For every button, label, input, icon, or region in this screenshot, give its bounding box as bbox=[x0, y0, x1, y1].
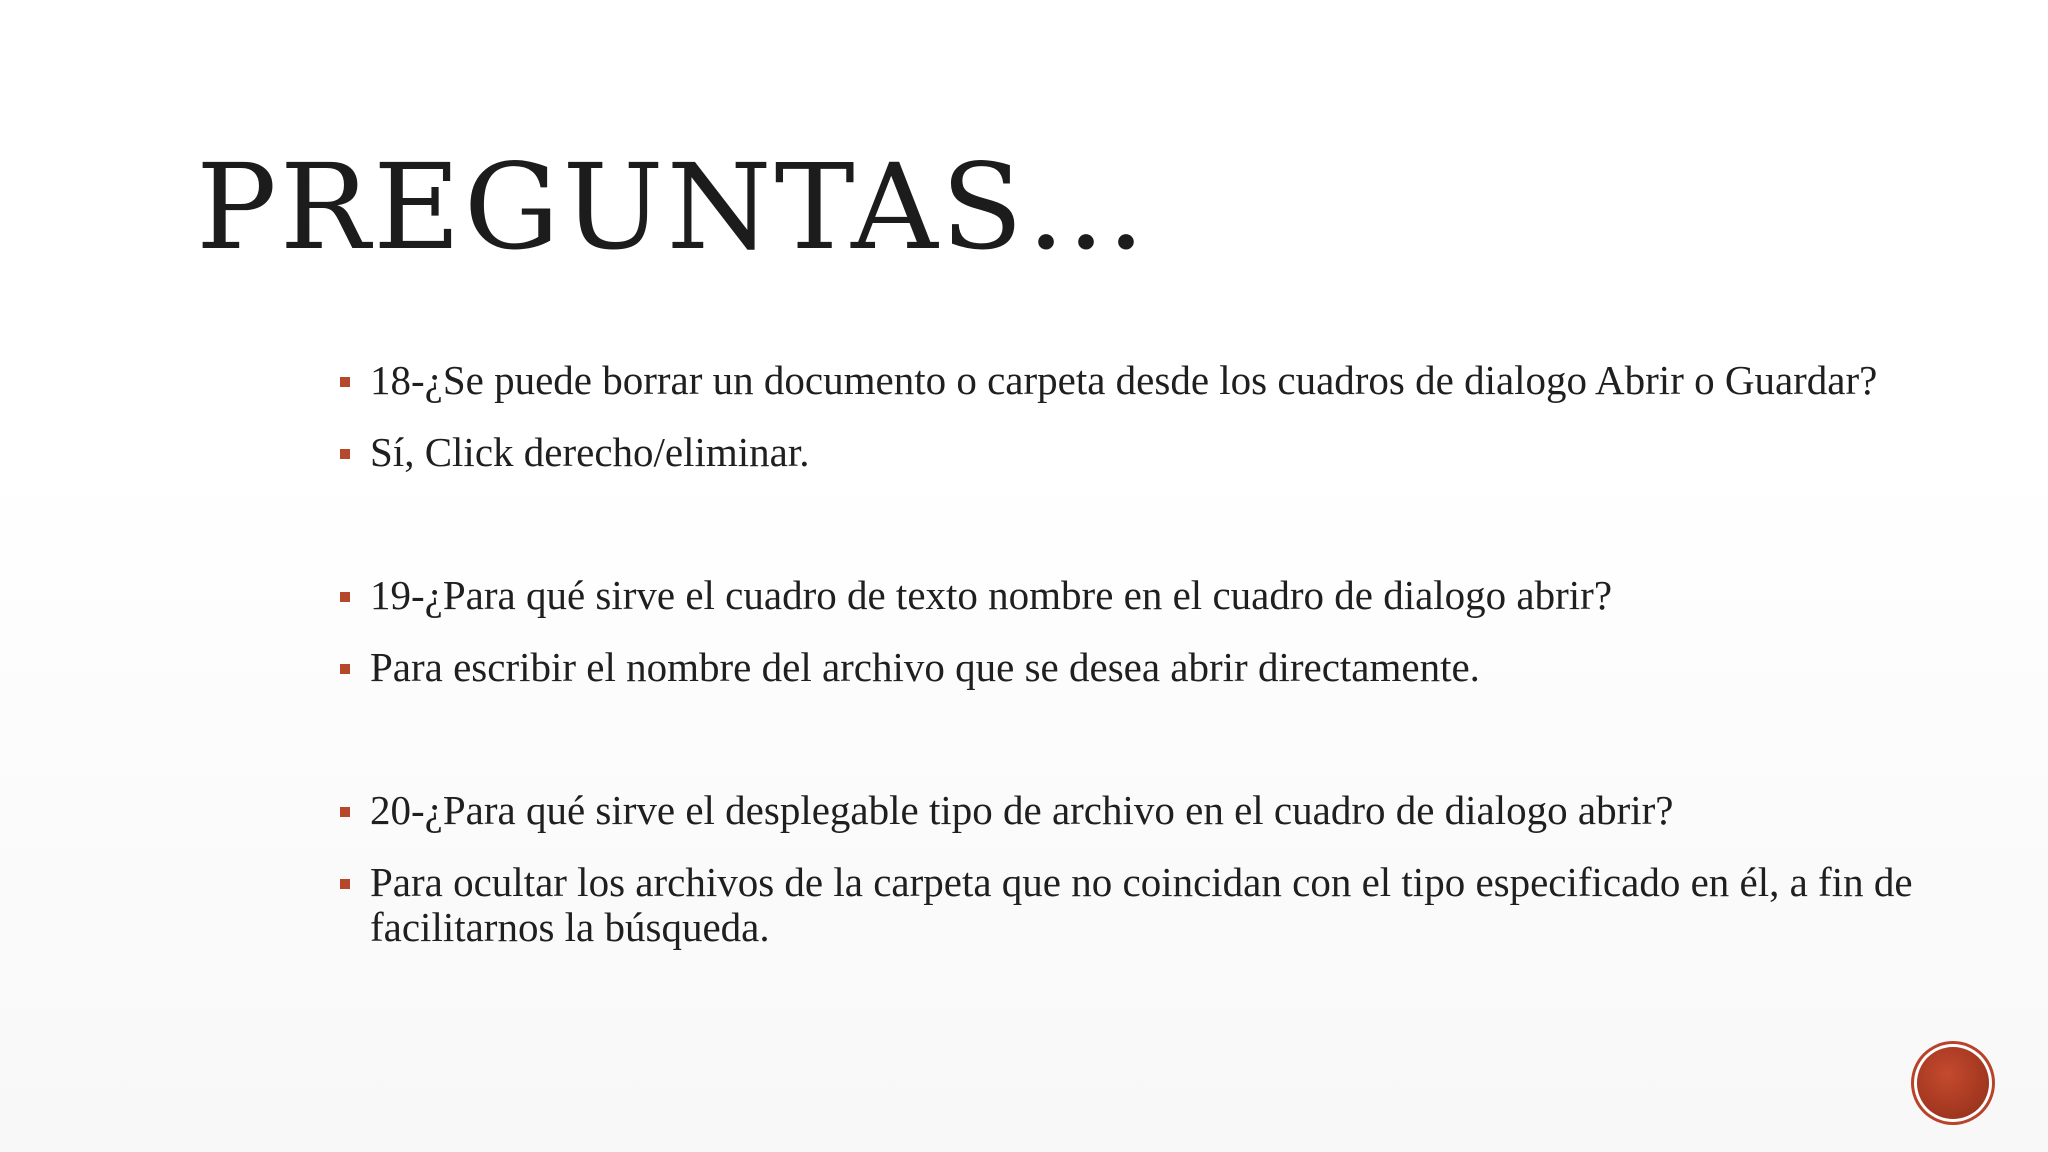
slide-title: PREGUNTAS… bbox=[196, 140, 1150, 277]
bullet-list bbox=[336, 358, 1996, 950]
bullet-question-19: 19-¿Para qué sirve el cuadro de texto nombre en el cuadro de dialogo abrir? bbox=[336, 573, 1996, 618]
bullet-answer-18: Sí, Click derecho/eliminar. bbox=[336, 430, 1996, 475]
bullet-answer-20: Para ocultar los archivos de la carpeta que no coincidan con el tipo especificado en él, a fin de facilitarnos la búsqueda. bbox=[336, 860, 1996, 950]
bullet-answer-19: Para escribir el nombre del archivo que se desea abrir directamente. bbox=[336, 645, 1996, 690]
bullet-question-18: 18-¿Se puede borrar un documento o carpeta desde los cuadros de dialogo Abrir o Guardar? bbox=[336, 358, 1996, 403]
red-circle-nav-icon[interactable] bbox=[1917, 1047, 1989, 1119]
bullet-question-20: 20-¿Para qué sirve el desplegable tipo de archivo en el cuadro de dialogo abrir? bbox=[336, 788, 1996, 833]
